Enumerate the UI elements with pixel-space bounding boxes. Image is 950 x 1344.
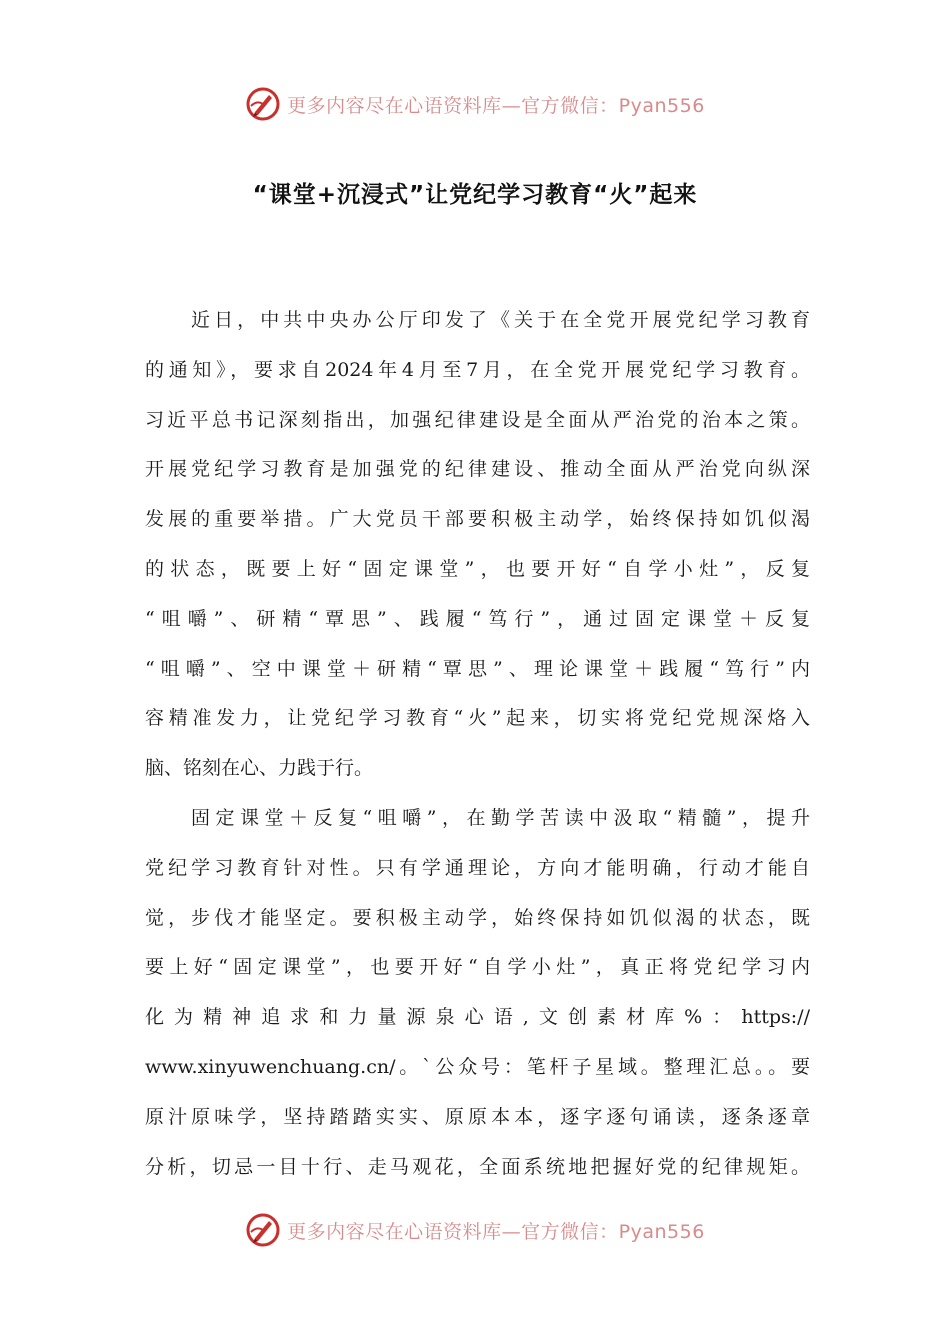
text-line: 习近平总书记深刻指出，加强纪律建设是全面从严治党的治本之策。 xyxy=(145,408,810,431)
header-watermark xyxy=(0,84,950,124)
text-line: 发展的重要举措。广大党员干部要积极主动学，始终保持如饥似渴 xyxy=(145,508,810,531)
watermark-wechat-id: Pyan556 xyxy=(618,94,705,117)
text-line: 的状态，既要上好“固定课堂”，也要开好“自学小灶”，反复 xyxy=(145,557,810,580)
watermark-text xyxy=(287,1217,705,1244)
text-line: 容精准发力，让党纪学习教育“火”起来，切实将党纪党规深烙入 xyxy=(145,707,810,730)
text-line: 脑、铭刻在心、力践于行。 xyxy=(145,757,374,780)
text-line: 开展党纪学习教育是加强党的纪律建设、推动全面从严治党向纵深 xyxy=(145,458,810,481)
document-body xyxy=(145,296,810,1192)
footer-watermark xyxy=(0,1210,950,1250)
text-line: “咀嚼”、研精“覃思”、践履“笃行”，通过固定课堂＋反复 xyxy=(145,607,810,630)
watermark-text xyxy=(287,91,705,118)
text-line: “咀嚼”、空中课堂＋研精“覃思”、理论课堂＋践履“笃行”内 xyxy=(145,657,810,680)
text-line: 分析，切忌一目十行、走马观花，全面系统地把握好党的纪律规矩。 xyxy=(145,1155,810,1178)
text-line: www.xinyuwenchuang.cn/。`公众号：笔杆子星域。整理汇总。。要 xyxy=(145,1055,810,1078)
watermark-label: 更多内容尽在心语资料库—官方微信： xyxy=(287,94,619,117)
text-line: 近日，中共中央办公厅印发了《关于在全党开展党纪学习教育 xyxy=(191,309,810,331)
document-title: “课堂+沉浸式”让党纪学习教育“火”起来 xyxy=(252,182,698,208)
text-line: 原汁原味学，坚持踏踏实实、原原本本，逐字逐句诵读，逐条逐章 xyxy=(145,1105,810,1128)
text-line: 党纪学习教育针对性。只有学通理论，方向才能明确，行动才能自 xyxy=(145,856,810,879)
text-line: 要上好“固定课堂”，也要开好“自学小灶”，真正将党纪学习内 xyxy=(145,956,810,979)
pen-logo-icon xyxy=(245,1212,281,1248)
text-line: 的通知》，要求自2024年4月至7月，在全党开展党纪学习教育。 xyxy=(145,358,810,381)
watermark-wechat-id: Pyan556 xyxy=(618,1220,705,1243)
pen-logo-icon xyxy=(245,86,281,122)
text-line: 固定课堂＋反复“咀嚼”，在勤学苦读中汲取“精髓”，提升 xyxy=(191,806,810,829)
text-line: 觉，步伐才能坚定。要积极主动学，始终保持如饥似渴的状态，既 xyxy=(145,906,810,929)
watermark-label: 更多内容尽在心语资料库—官方微信： xyxy=(287,1220,619,1243)
text-line: 化为精神追求和力量源泉心语,文创素材库%：https:// xyxy=(145,1006,810,1029)
